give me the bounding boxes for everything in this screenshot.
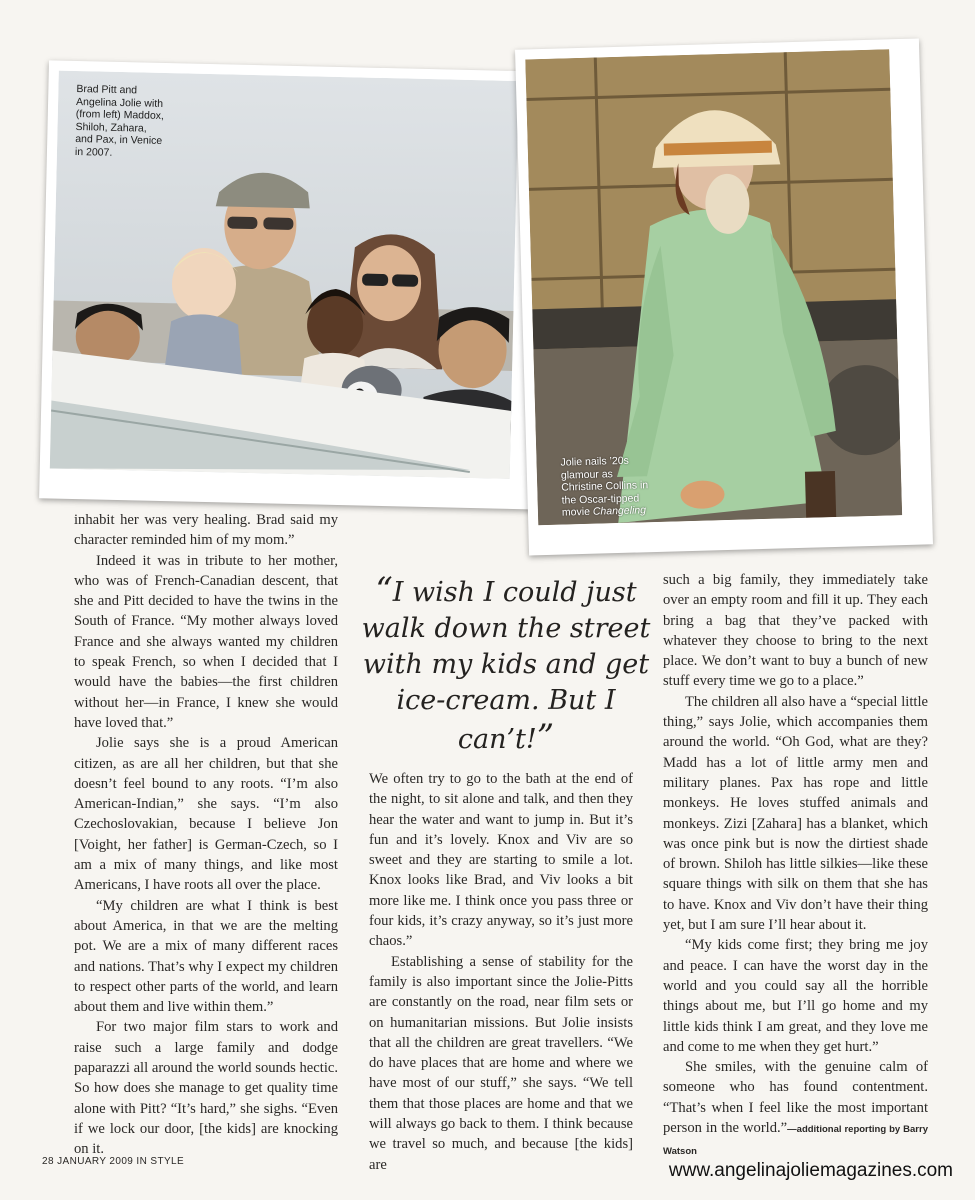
paragraph: Jolie says she is a proud American citizen, as are all her children, but that she doesn’t feel bound to any roots. “I’m also American-Indian,” she says. “I’m also Czechoslovakian, because I believe Jon [Voight, her father] is German-Czech, so I am a mix of many things, and like most Americans, I have roots all over the place. bbox=[74, 735, 338, 894]
paragraph: inhabit her was very healing. Brad said my character reminded him of my mom.” bbox=[74, 512, 338, 549]
changeling-photo-image bbox=[525, 49, 902, 525]
paragraph: Indeed it was in tribute to her mother, who was of French-Canadian descent, that she and Pitt decided to have the twins in the South of France. “My mother always loved France and she always wanted my children to speak French, so when I decided that I would have the babies—the first children without her—in France, I knew she would have loved that.” bbox=[74, 552, 338, 731]
paragraph: For two major film stars to work and raise such a large family and dodge paparazzi all around the world sounds hectic. So how does she manage to get quality time alone with Pitt? “It’s hard,” she sighs. “Even if we lock our door, [the kids] are knocking on it. bbox=[74, 1019, 338, 1158]
paragraph: Establishing a sense of stability for the family is also important since the Jolie-Pitts are constantly on the road, near film sets or on humanitarian missions. But Jolie insists that all the children are great travellers. “We do have places that are home and where we have most of our stuff,” she says. “We tell them that those places are home and that we will always go back to them. I think because we travel so much, and because [the kids] are bbox=[369, 953, 633, 1173]
changeling-photo-caption bbox=[560, 454, 658, 519]
pull-quote bbox=[356, 572, 656, 758]
close-quote-mark: ” bbox=[536, 717, 555, 757]
article-column-2 bbox=[369, 769, 633, 1175]
paragraph: The children all also have a “special little thing,” says Jolie, which accompanies them around the world. “Oh God, what are they? Madd has a lot of little army men and military planes. Pax has rope and little monkeys. He loves stuffed animals and monkeys. Zizi [Zahara] has a blanket, which was once pink but is now the dirtiest shade of brown. Shiloh has little silkies—like these square things with silk on them that she has to have. Knox and Viv don’t have their thing yet, but I am sure I’ll hear about it. bbox=[663, 693, 928, 934]
paragraph bbox=[663, 1057, 928, 1162]
article-column-1 bbox=[74, 510, 338, 1160]
paragraph: such a big family, they immediately take over an empty room and fill it up. They each bring a bag that they’ve packed with whatever they choose to bring to the next place. We don’t want to buy a bunch of new stuff every time we go to a place.” bbox=[663, 572, 928, 690]
caption-text: Jolie nails ’20s glamour as Christine Collins in the Oscar-tipped movie bbox=[560, 454, 649, 519]
family-photo-caption: Brad Pitt and Angelina Jolie with (from left) Maddox, Shiloh, Zahara, and Pax, in Venice in 2007. bbox=[74, 83, 165, 159]
family-photo bbox=[39, 60, 549, 509]
watermark-url: www.angelinajoliemagazines.com bbox=[668, 1160, 953, 1181]
caption-movie-title: Changeling bbox=[592, 504, 647, 518]
paragraph: “My children are what I think is best about America, in that we are the melting pot. We are a mix of many different races and nations. That’s why I expect my children to respect other parts of the world, and learn about them and live within them.” bbox=[74, 897, 338, 1016]
reporting-credit: —additional reporting by Barry Watson bbox=[663, 1124, 928, 1158]
article-column-3 bbox=[663, 570, 928, 1163]
changeling-photo bbox=[515, 38, 933, 555]
paragraph: We often try to go to the bath at the end of the night, to sit alone and talk, and then they hear the water and want to jump in. But it’s fun and it’s lovely. Knox and Viv are so sweet and they are starting to smile a lot. Knox looks like Brad, and Viv looks a bit more like me. I think once you pass three or four kids, it’s crazy anyway, so it’s just more chaos.” bbox=[369, 771, 633, 950]
pull-quote-text: I wish I could just walk down the street with my kids and get ice-cream. But I can’t! bbox=[361, 577, 651, 755]
page-folio: 28 JANUARY 2009 IN STYLE bbox=[42, 1156, 185, 1167]
open-quote-mark: “ bbox=[375, 570, 393, 610]
closing-paragraph-text: She smiles, with the genuine calm of someone who has found contentment. “That’s when I feel like the most important person in the world.” bbox=[663, 1059, 928, 1137]
paragraph: “My kids come first; they bring me joy and peace. I can have the worst day in the world and you could say all the horrible things about me, but I’ll go home and my little kids think I am great, and they love me and come to me when they get hurt.” bbox=[663, 937, 928, 1055]
